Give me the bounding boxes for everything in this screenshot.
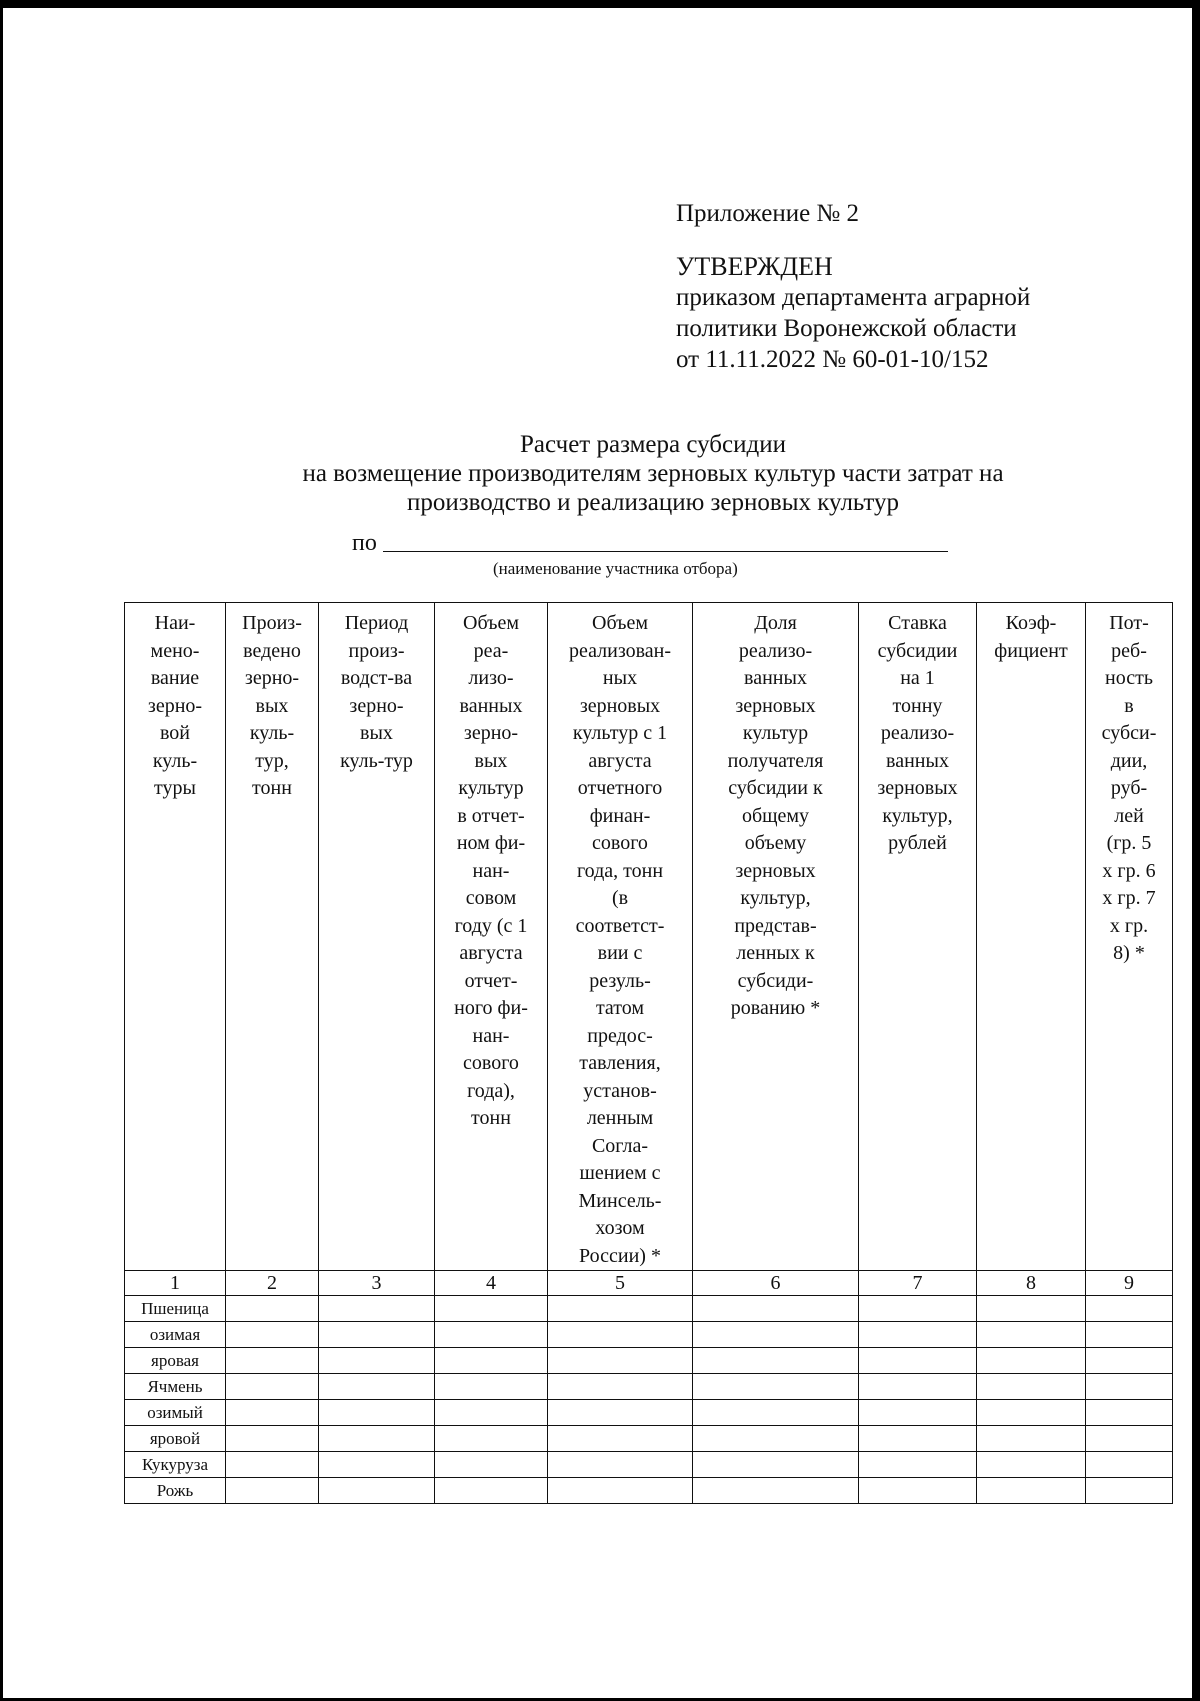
value-cell[interactable] bbox=[435, 1400, 548, 1426]
table-header-row bbox=[125, 603, 1173, 1271]
title-line-3: производство и реализацию зерновых культур bbox=[407, 489, 899, 516]
header-text-line: ведено bbox=[243, 639, 301, 662]
table-row bbox=[125, 1296, 1173, 1322]
title-line-2: на возмещение производителям зерновых культур части затрат на bbox=[302, 460, 1004, 487]
header-text-line: культур, bbox=[740, 887, 811, 909]
value-cell[interactable] bbox=[693, 1322, 859, 1348]
header-col-7 bbox=[859, 603, 977, 1271]
header-text-line: представ- bbox=[734, 914, 817, 937]
header-text-line: тавления, bbox=[579, 1052, 661, 1074]
header-text-line: предос- bbox=[587, 1024, 653, 1047]
value-cell[interactable] bbox=[548, 1374, 693, 1400]
header-text-line: зерно- bbox=[147, 694, 203, 717]
table-row bbox=[125, 1322, 1173, 1348]
value-cell[interactable] bbox=[1086, 1322, 1173, 1348]
header-text-line: Период bbox=[344, 612, 409, 634]
header-text-line: на 1 bbox=[900, 667, 935, 689]
header-text-line: руб- bbox=[1110, 777, 1148, 799]
crop-name-cell: Кукуруза bbox=[125, 1452, 226, 1478]
header-text-line: субсидии к bbox=[728, 777, 823, 799]
value-cell[interactable] bbox=[226, 1374, 319, 1400]
value-cell[interactable] bbox=[319, 1452, 435, 1478]
value-cell[interactable] bbox=[435, 1374, 548, 1400]
value-cell[interactable] bbox=[1086, 1452, 1173, 1478]
value-cell[interactable] bbox=[319, 1322, 435, 1348]
value-cell[interactable] bbox=[693, 1478, 859, 1504]
header-text-line: субсидии bbox=[877, 639, 958, 662]
value-cell[interactable] bbox=[319, 1400, 435, 1426]
header-text-line: х гр. 7 bbox=[1102, 887, 1156, 909]
header-text-line: зерно- bbox=[463, 722, 519, 744]
header-text-line: лей bbox=[1114, 804, 1144, 827]
crop-name-cell: озимая bbox=[125, 1322, 226, 1348]
participant-line bbox=[352, 530, 948, 557]
header-text-line: зерновых bbox=[877, 777, 958, 799]
header-text-line: ванных bbox=[744, 667, 807, 689]
approved-by-line-2: политики Воронежской области bbox=[676, 315, 1017, 342]
value-cell[interactable] bbox=[548, 1322, 693, 1348]
header-text-line: культур с 1 bbox=[572, 722, 668, 744]
value-cell[interactable] bbox=[859, 1296, 977, 1322]
po-label: по bbox=[352, 530, 377, 556]
header-text-line: реализо- bbox=[880, 722, 955, 744]
column-number: 3 bbox=[319, 1271, 435, 1296]
header-text-line: установ- bbox=[583, 1079, 657, 1102]
document-title bbox=[123, 430, 1183, 517]
table-row bbox=[125, 1348, 1173, 1374]
value-cell[interactable] bbox=[1086, 1400, 1173, 1426]
header-text-line: Ставка bbox=[888, 612, 947, 634]
value-cell[interactable] bbox=[435, 1452, 548, 1478]
value-cell[interactable] bbox=[977, 1322, 1086, 1348]
header-text-line: куль- bbox=[152, 749, 198, 772]
header-text-line: реб- bbox=[1111, 639, 1147, 662]
header-text-line: (гр. 5 bbox=[1106, 832, 1152, 854]
header-text-line: реа- bbox=[473, 639, 509, 662]
header-text-line: зерно- bbox=[244, 667, 300, 689]
header-text-line: вых bbox=[360, 722, 393, 744]
participant-blank-field[interactable] bbox=[383, 550, 948, 552]
table-row bbox=[125, 1374, 1173, 1400]
header-col-8 bbox=[977, 603, 1086, 1271]
header-col-9 bbox=[1086, 603, 1173, 1271]
header-text-line: вых bbox=[255, 694, 289, 717]
column-number: 1 bbox=[125, 1271, 226, 1296]
value-cell[interactable] bbox=[977, 1296, 1086, 1322]
value-cell[interactable] bbox=[859, 1348, 977, 1374]
value-cell[interactable] bbox=[319, 1478, 435, 1504]
header-text-line: отчетного bbox=[577, 777, 663, 799]
header-text-line: Произ- bbox=[242, 612, 302, 634]
header-text-line: ванных bbox=[886, 749, 949, 772]
value-cell[interactable] bbox=[319, 1296, 435, 1322]
value-cell[interactable] bbox=[977, 1400, 1086, 1426]
header-text-line: ванных bbox=[459, 694, 523, 717]
header-text-line: куль- bbox=[249, 722, 295, 744]
value-cell[interactable] bbox=[1086, 1478, 1173, 1504]
crop-name-cell: Рожь bbox=[125, 1478, 226, 1504]
value-cell[interactable] bbox=[548, 1452, 693, 1478]
header-text-line: фициент bbox=[994, 639, 1068, 662]
header-text-line: Пот- bbox=[1109, 612, 1149, 634]
header-text-line: вии с bbox=[597, 942, 643, 964]
value-cell[interactable] bbox=[859, 1452, 977, 1478]
header-text-line: общему bbox=[741, 804, 810, 827]
header-text-line: х гр. 6 bbox=[1102, 859, 1156, 882]
header-text-line: вых bbox=[474, 749, 508, 772]
value-cell[interactable] bbox=[693, 1400, 859, 1426]
header-text-line: хозом bbox=[595, 1217, 645, 1239]
value-cell[interactable] bbox=[693, 1296, 859, 1322]
header-text-line: объему bbox=[744, 832, 807, 854]
value-cell[interactable] bbox=[319, 1348, 435, 1374]
value-cell[interactable] bbox=[435, 1426, 548, 1452]
value-cell[interactable] bbox=[226, 1426, 319, 1452]
value-cell[interactable] bbox=[226, 1400, 319, 1426]
subsidy-calculation-table bbox=[124, 602, 1173, 1504]
header-text-line: в bbox=[1124, 694, 1134, 717]
header-text-line: тонн bbox=[252, 777, 292, 799]
header-text-line: зерновых bbox=[735, 859, 816, 882]
crop-name-cell: Пшеница bbox=[125, 1296, 226, 1322]
header-text-line: культур bbox=[742, 722, 809, 744]
header-text-line: году (с 1 bbox=[454, 914, 528, 937]
value-cell[interactable] bbox=[548, 1296, 693, 1322]
header-text-line: тонн bbox=[471, 1107, 511, 1129]
value-cell[interactable] bbox=[859, 1374, 977, 1400]
value-cell[interactable] bbox=[319, 1426, 435, 1452]
approval-block bbox=[676, 198, 1030, 375]
header-text-line: лизо- bbox=[468, 667, 514, 689]
header-text-line: совом bbox=[465, 887, 517, 909]
header-text-line: реализован- bbox=[568, 639, 672, 662]
header-text-line: вой bbox=[159, 722, 190, 744]
header-text-line: соответст- bbox=[575, 914, 665, 937]
crop-name-cell: Ячмень bbox=[125, 1374, 226, 1400]
header-col-2 bbox=[226, 603, 319, 1271]
value-cell[interactable] bbox=[319, 1374, 435, 1400]
value-cell[interactable] bbox=[859, 1322, 977, 1348]
table-row bbox=[125, 1452, 1173, 1478]
header-text-line: рованию * bbox=[730, 997, 821, 1019]
column-number: 6 bbox=[693, 1271, 859, 1296]
header-text-line: нан- bbox=[472, 859, 510, 882]
header-text-line: культур bbox=[458, 777, 524, 799]
crop-rows bbox=[125, 1296, 1173, 1504]
value-cell[interactable] bbox=[226, 1348, 319, 1374]
value-cell[interactable] bbox=[977, 1348, 1086, 1374]
value-cell[interactable] bbox=[435, 1348, 548, 1374]
table-row bbox=[125, 1426, 1173, 1452]
table-row bbox=[125, 1400, 1173, 1426]
header-text-line: мено- bbox=[150, 639, 200, 662]
value-cell[interactable] bbox=[859, 1426, 977, 1452]
header-text-line: ность bbox=[1105, 667, 1153, 689]
value-cell[interactable] bbox=[435, 1296, 548, 1322]
header-text-line: резуль- bbox=[589, 969, 651, 992]
value-cell[interactable] bbox=[1086, 1348, 1173, 1374]
table-row bbox=[125, 1478, 1173, 1504]
value-cell[interactable] bbox=[1086, 1296, 1173, 1322]
header-text-line: туры bbox=[154, 777, 196, 799]
header-text-line: 8) * bbox=[1113, 942, 1145, 964]
header-text-line: рублей bbox=[888, 832, 947, 854]
header-text-line: ном фи- bbox=[456, 832, 526, 854]
header-text-line: дии, bbox=[1110, 749, 1148, 772]
column-number: 5 bbox=[548, 1271, 693, 1296]
header-text-line: ленных к bbox=[736, 942, 815, 964]
value-cell[interactable] bbox=[693, 1426, 859, 1452]
header-text-line: вание bbox=[150, 667, 200, 689]
header-text-line: зерновых bbox=[735, 694, 816, 717]
header-text-line: субси- bbox=[1101, 722, 1157, 744]
value-cell[interactable] bbox=[548, 1478, 693, 1504]
header-col-4 bbox=[435, 603, 548, 1271]
value-cell[interactable] bbox=[859, 1400, 977, 1426]
value-cell[interactable] bbox=[1086, 1426, 1173, 1452]
header-text-line: зерно- bbox=[349, 694, 404, 717]
participant-caption: (наименование участника отбора) bbox=[493, 559, 738, 578]
header-text-line: в отчет- bbox=[457, 804, 525, 827]
header-text-line: отчет- bbox=[464, 969, 518, 992]
header-text-line: Согла- bbox=[591, 1134, 649, 1157]
header-text-line: нан- bbox=[472, 1024, 510, 1047]
header-text-line: Минсель- bbox=[578, 1189, 662, 1212]
value-cell[interactable] bbox=[226, 1452, 319, 1478]
header-text-line: финан- bbox=[589, 804, 651, 827]
approved-heading: УТВЕРЖДЕН bbox=[676, 252, 833, 281]
value-cell[interactable] bbox=[226, 1322, 319, 1348]
value-cell[interactable] bbox=[977, 1452, 1086, 1478]
crop-name-cell: озимый bbox=[125, 1400, 226, 1426]
header-col-1 bbox=[125, 603, 226, 1271]
header-text-line: Объем bbox=[592, 612, 648, 634]
header-text-line: сового bbox=[592, 832, 648, 854]
header-text-line: года), bbox=[467, 1079, 515, 1102]
header-col-5 bbox=[548, 603, 693, 1271]
column-number: 7 bbox=[859, 1271, 977, 1296]
header-text-line: ленным bbox=[586, 1107, 654, 1129]
column-number: 9 bbox=[1086, 1271, 1173, 1296]
header-text-line: куль-тур bbox=[340, 749, 413, 772]
column-number-row bbox=[125, 1271, 1173, 1296]
value-cell[interactable] bbox=[977, 1426, 1086, 1452]
value-cell[interactable] bbox=[1086, 1374, 1173, 1400]
value-cell[interactable] bbox=[226, 1296, 319, 1322]
header-text-line: ных bbox=[602, 667, 638, 689]
appendix-number: Приложение № 2 bbox=[676, 200, 860, 227]
value-cell[interactable] bbox=[548, 1348, 693, 1374]
header-text-line: ного фи- bbox=[454, 997, 528, 1019]
value-cell[interactable] bbox=[548, 1426, 693, 1452]
header-text-line: Объем bbox=[463, 612, 519, 634]
value-cell[interactable] bbox=[977, 1478, 1086, 1504]
header-text-line: водст-ва bbox=[340, 667, 413, 689]
header-text-line: шением с bbox=[579, 1162, 661, 1184]
title-line-1: Расчет размера субсидии bbox=[520, 431, 786, 458]
value-cell[interactable] bbox=[693, 1452, 859, 1478]
value-cell[interactable] bbox=[859, 1478, 977, 1504]
header-text-line: татом bbox=[595, 997, 645, 1019]
column-number: 4 bbox=[435, 1271, 548, 1296]
header-text-line: культур, bbox=[882, 804, 953, 827]
header-text-line: сового bbox=[463, 1052, 519, 1074]
column-number: 2 bbox=[226, 1271, 319, 1296]
header-text-line: Наи- bbox=[154, 612, 196, 634]
header-text-line: х гр. bbox=[1109, 914, 1149, 937]
header-text-line: (в bbox=[611, 887, 629, 909]
header-text-line: реализо- bbox=[738, 639, 813, 662]
approved-by-line-3: от 11.11.2022 № 60-01-10/152 bbox=[676, 346, 989, 373]
value-cell[interactable] bbox=[977, 1374, 1086, 1400]
header-text-line: тур, bbox=[255, 749, 289, 772]
header-text-line: Доля bbox=[754, 612, 797, 634]
crop-name-cell: яровой bbox=[125, 1426, 226, 1452]
header-text-line: субсиди- bbox=[737, 969, 814, 992]
value-cell[interactable] bbox=[435, 1478, 548, 1504]
approved-by-line-1: приказом департамента аграрной bbox=[676, 284, 1031, 311]
value-cell[interactable] bbox=[693, 1374, 859, 1400]
crop-name-cell: яровая bbox=[125, 1348, 226, 1374]
header-text-line: произ- bbox=[348, 639, 405, 662]
header-col-6 bbox=[693, 603, 859, 1271]
value-cell[interactable] bbox=[548, 1400, 693, 1426]
value-cell[interactable] bbox=[435, 1322, 548, 1348]
header-text-line: августа bbox=[588, 749, 652, 772]
header-text-line: года, тонн bbox=[576, 859, 664, 882]
column-number: 8 bbox=[977, 1271, 1086, 1296]
header-text-line: Коэф- bbox=[1005, 612, 1057, 634]
value-cell[interactable] bbox=[693, 1348, 859, 1374]
header-col-3 bbox=[319, 603, 435, 1271]
header-text-line: зерновых bbox=[579, 694, 661, 717]
header-text-line: России) * bbox=[579, 1244, 661, 1267]
header-text-line: тонну bbox=[892, 694, 943, 717]
value-cell[interactable] bbox=[226, 1478, 319, 1504]
header-text-line: августа bbox=[459, 942, 523, 964]
header-text-line: получателя bbox=[727, 749, 824, 772]
